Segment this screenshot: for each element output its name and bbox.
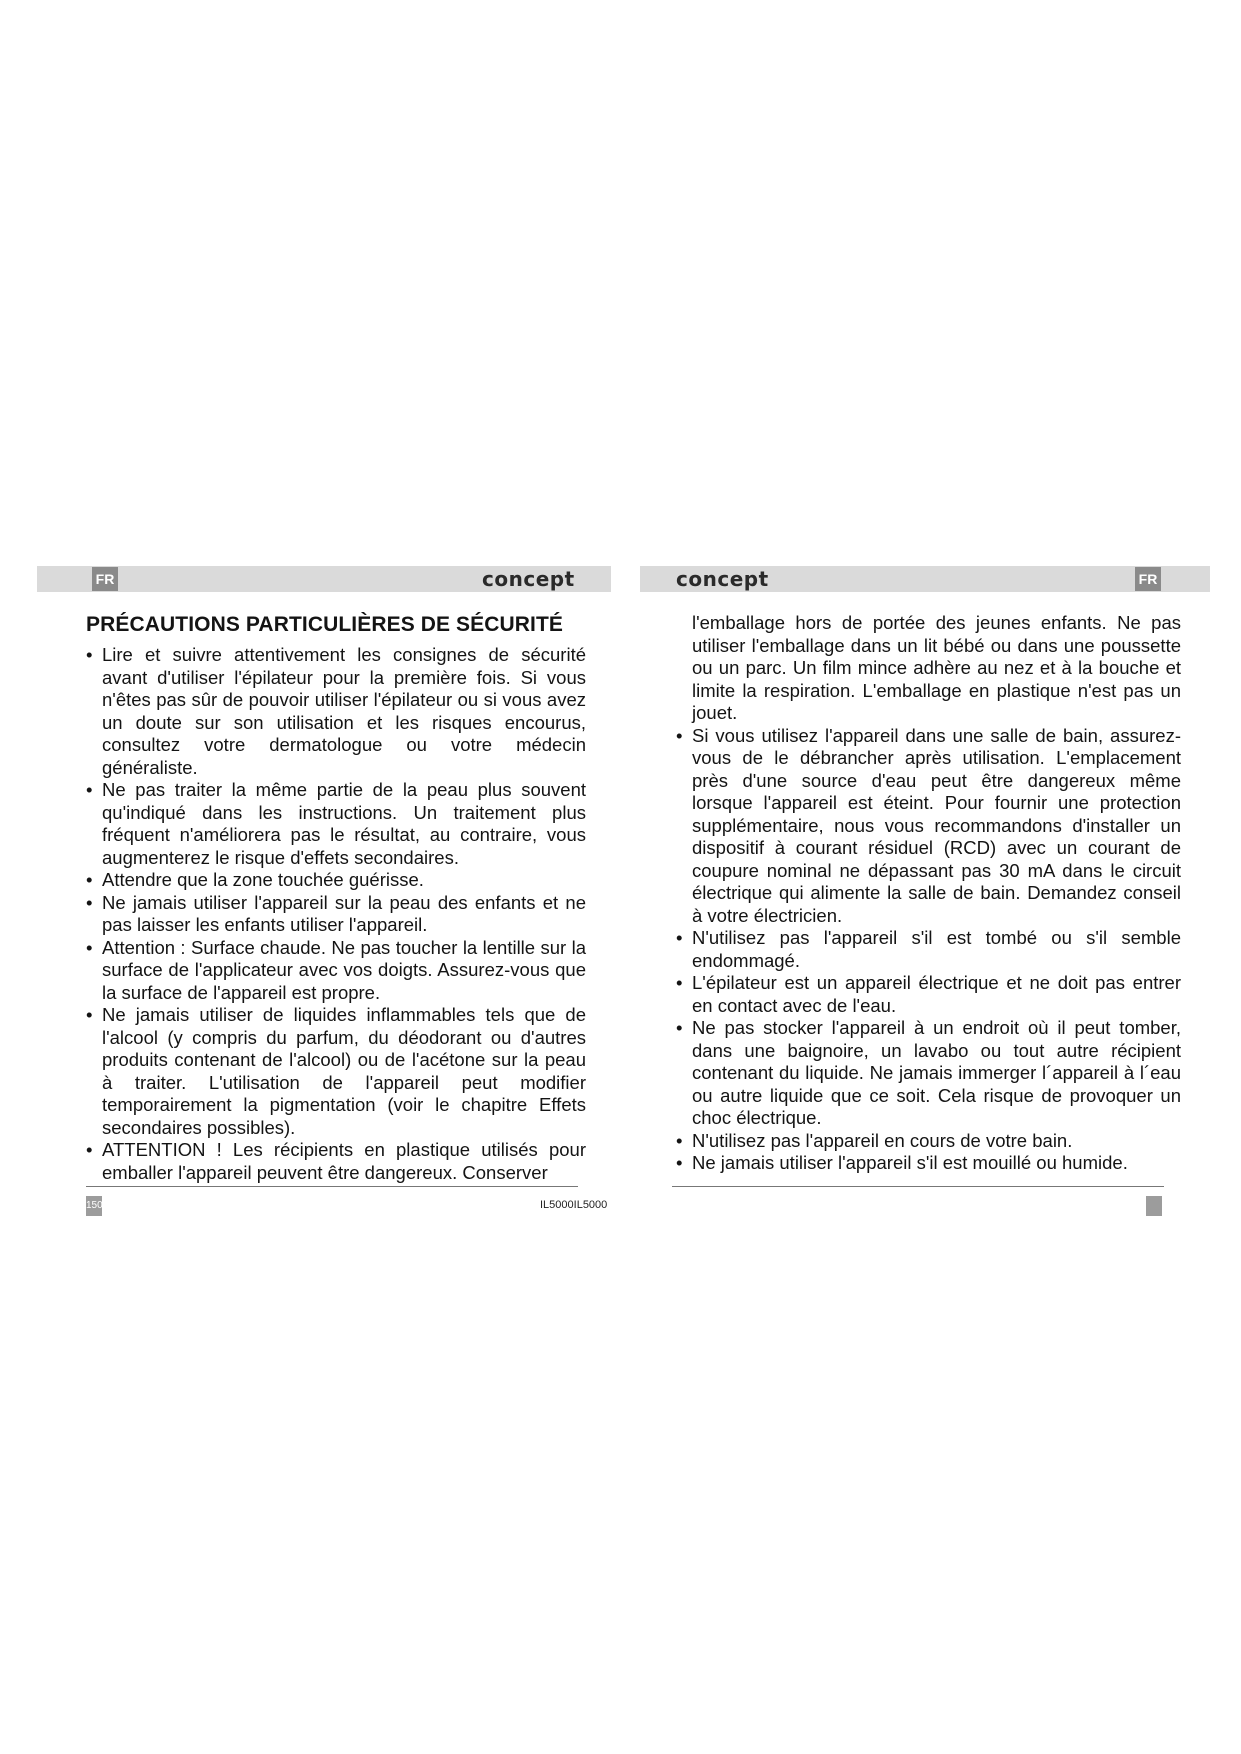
brand-logo-right: concept <box>676 567 769 591</box>
list-item: • Attention : Surface chaude. Ne pas toucher la lentille sur la surface de l'applicateur avec vos doigts. Assurez-vous que la surface de l'appareil est propre. <box>86 937 586 1005</box>
page-number-block-right <box>1146 1196 1162 1216</box>
section-title: PRÉCAUTIONS PARTICULIÈRES DE SÉCURITÉ <box>86 613 564 636</box>
left-column <box>86 612 586 1184</box>
footer-divider-right <box>672 1186 1164 1187</box>
language-badge-left: FR <box>92 567 118 591</box>
brand-logo-left: concept <box>482 567 575 591</box>
list-item: • N'utilisez pas l'appareil en cours de votre bain. <box>676 1130 1181 1153</box>
safety-list-left <box>86 644 586 1184</box>
list-item: • Lire et suivre attentivement les consignes de sécurité avant d'utiliser l'épilateur pour la première fois. Si vous n'êtes pas sûr de pouvoir utiliser l'épilateur ou si vous avez un doute sur son utilisation et les risques encourus, consultez votre dermatologue ou votre médecin généraliste. <box>86 644 586 779</box>
safety-list-right <box>676 725 1181 1175</box>
right-column <box>676 612 1181 1175</box>
list-item: • Ne pas stocker l'appareil à un endroit où il peut tomber, dans une baignoire, un lavabo ou tout autre récipient contenant du liquide. Ne jamais immerger l´appareil à l´eau ou autre liquide que ce soit. Cela risque de provoquer un choc électrique. <box>676 1017 1181 1130</box>
list-item: • Ne jamais utiliser l'appareil sur la peau des enfants et ne pas laisser les enfants utiliser l'appareil. <box>86 892 586 937</box>
list-item: • Ne pas traiter la même partie de la peau plus souvent qu'indiqué dans les instructions. Un traitement plus fréquent n'améliorera pas le résultat, au contraire, vous augmenterez le risque d'effets secondaires. <box>86 779 586 869</box>
list-item: • Ne jamais utiliser l'appareil s'il est mouillé ou humide. <box>676 1152 1181 1175</box>
footer-divider-left <box>86 1186 578 1187</box>
list-item: • Ne jamais utiliser de liquides inflammables tels que de l'alcool (y compris du parfum, du déodorant ou d'autres produits contenant de l'alcool) ou de l'acétone sur la peau à traiter. L'utilisation de l'appareil peut modifier temporairement la pigmentation (voir le chapitre Effets secondaires possibles). <box>86 1004 586 1139</box>
list-item: • N'utilisez pas l'appareil s'il est tombé ou s'il semble endommagé. <box>676 927 1181 972</box>
continued-paragraph: l'emballage hors de portée des jeunes enfants. Ne pas utiliser l'emballage dans un lit bébé ou dans une poussette ou un parc. Un film mince adhère au nez et à la bouche et limite la respiration. L'emballage en plastique n'est pas un jouet. <box>692 612 1181 723</box>
list-item: • L'épilateur est un appareil électrique et ne doit pas entrer en contact avec de l'eau. <box>676 972 1181 1017</box>
list-item: • Si vous utilisez l'appareil dans une salle de bain, assurez-vous de le débrancher après utilisation. L'emplacement près d'une source d'eau peut être dangereux même lorsque l'appareil est éteint. Pour fournir une protection supplémentaire, nous vous recommandons d'installer un dispositif à courant résiduel (RCD) avec un courant de coupure nominal ne dépassant pas 30 mA dans le circuit électrique qui alimente la salle de bain. Demandez conseil à votre électricien. <box>676 725 1181 928</box>
page-number: 150 <box>86 1196 102 1216</box>
language-badge-right: FR <box>1135 567 1161 591</box>
model-number: IL5000IL5000 <box>540 1199 608 1211</box>
list-item: • ATTENTION ! Les récipients en plastique utilisés pour emballer l'appareil peuvent être dangereux. Conserver <box>86 1139 586 1184</box>
list-item: • Attendre que la zone touchée guérisse. <box>86 869 586 892</box>
